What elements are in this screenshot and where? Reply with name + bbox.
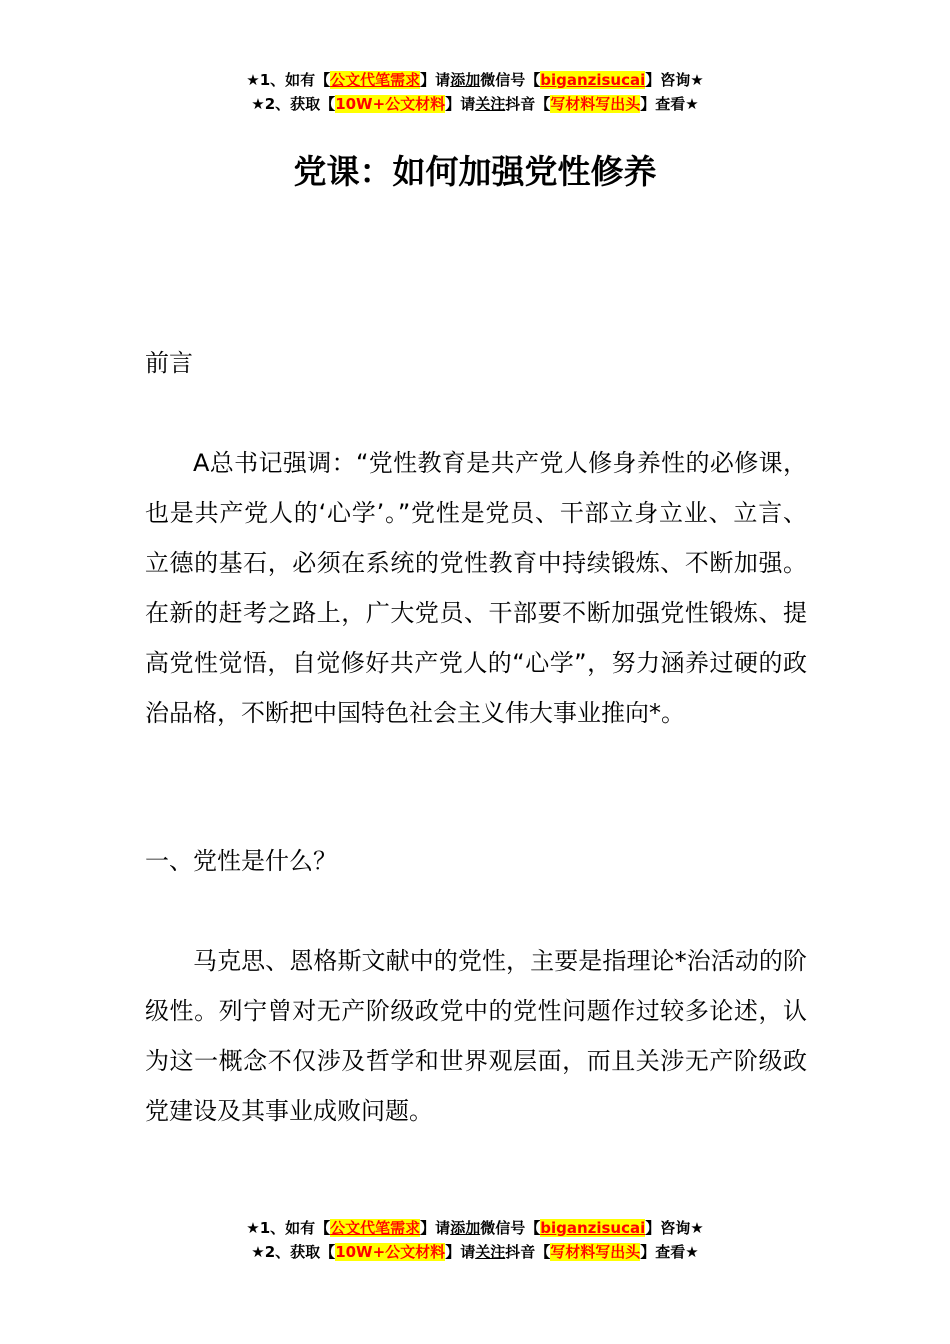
- banner-emphasis: 关注: [475, 95, 506, 113]
- highlight-wechat-id: biganzisucai: [540, 71, 646, 89]
- paragraph-2: [145, 936, 807, 1136]
- banner-text: ★1、如有【: [246, 1219, 331, 1237]
- paragraph-1-text: A总书记强调：“党性教育是共产党人修身养性的必修课，也是共产党人的‘心学’。”党性是党员、干部立身立业、立言、立德的基石，必须在系统的党性教育中持续锻炼、不断加强。在新的赶考之路上，广大党员、干部要不断加强党性锻炼、提高党性觉悟，自觉修好共产党人的“心学”，努力涵养过硬的政治品格，不断把中国特色社会主义伟大事业推向*。: [145, 449, 807, 727]
- highlight-service: 公文代笔需求: [330, 71, 421, 89]
- banner-text: 】查看★: [640, 95, 699, 113]
- banner-text: 】查看★: [640, 1243, 699, 1261]
- banner-line-2: [0, 92, 950, 116]
- paragraph-2-text: 马克思、恩格斯文献中的党性，主要是指理论*治活动的阶级性。列宁曾对无产阶级政党中的党性问题作过较多论述，认为这一概念不仅涉及哲学和世界观层面，而且关涉无产阶级政党建设及其事业成败问题。: [145, 947, 807, 1125]
- banner-emphasis: 关注: [475, 1243, 506, 1261]
- paragraph-1: [145, 438, 807, 738]
- banner-text: ★2、获取【: [251, 95, 336, 113]
- highlight-materials: 10W+公文材料: [335, 95, 446, 113]
- header-banner: [0, 68, 950, 116]
- banner-text: 微信号【: [480, 1219, 541, 1237]
- banner-line-1: [0, 1216, 950, 1240]
- banner-text: ★2、获取【: [251, 1243, 336, 1261]
- banner-text: ★1、如有【: [246, 71, 331, 89]
- banner-text: 】请: [420, 71, 451, 89]
- section-1-heading: 一、党性是什么？: [145, 847, 337, 875]
- highlight-wechat-id: biganzisucai: [540, 1219, 646, 1237]
- preface-heading: 前言: [145, 349, 193, 377]
- banner-text: 微信号【: [480, 71, 541, 89]
- banner-text: 】咨询★: [645, 71, 704, 89]
- banner-text: 】请: [445, 95, 476, 113]
- banner-text: 】请: [420, 1219, 451, 1237]
- banner-line-2: [0, 1240, 950, 1264]
- banner-emphasis: 添加: [450, 71, 481, 89]
- document-title: 党课：如何加强党性修养: [293, 152, 657, 191]
- highlight-materials: 10W+公文材料: [335, 1243, 446, 1261]
- banner-text: 】咨询★: [645, 1219, 704, 1237]
- banner-text: 抖音【: [505, 1243, 551, 1261]
- banner-emphasis: 添加: [450, 1219, 481, 1237]
- banner-line-1: [0, 68, 950, 92]
- highlight-douyin-account: 写材料写出头: [550, 1243, 641, 1261]
- banner-text: 】请: [445, 1243, 476, 1261]
- highlight-service: 公文代笔需求: [330, 1219, 421, 1237]
- banner-text: 抖音【: [505, 95, 551, 113]
- footer-banner: [0, 1216, 950, 1264]
- highlight-douyin-account: 写材料写出头: [550, 95, 641, 113]
